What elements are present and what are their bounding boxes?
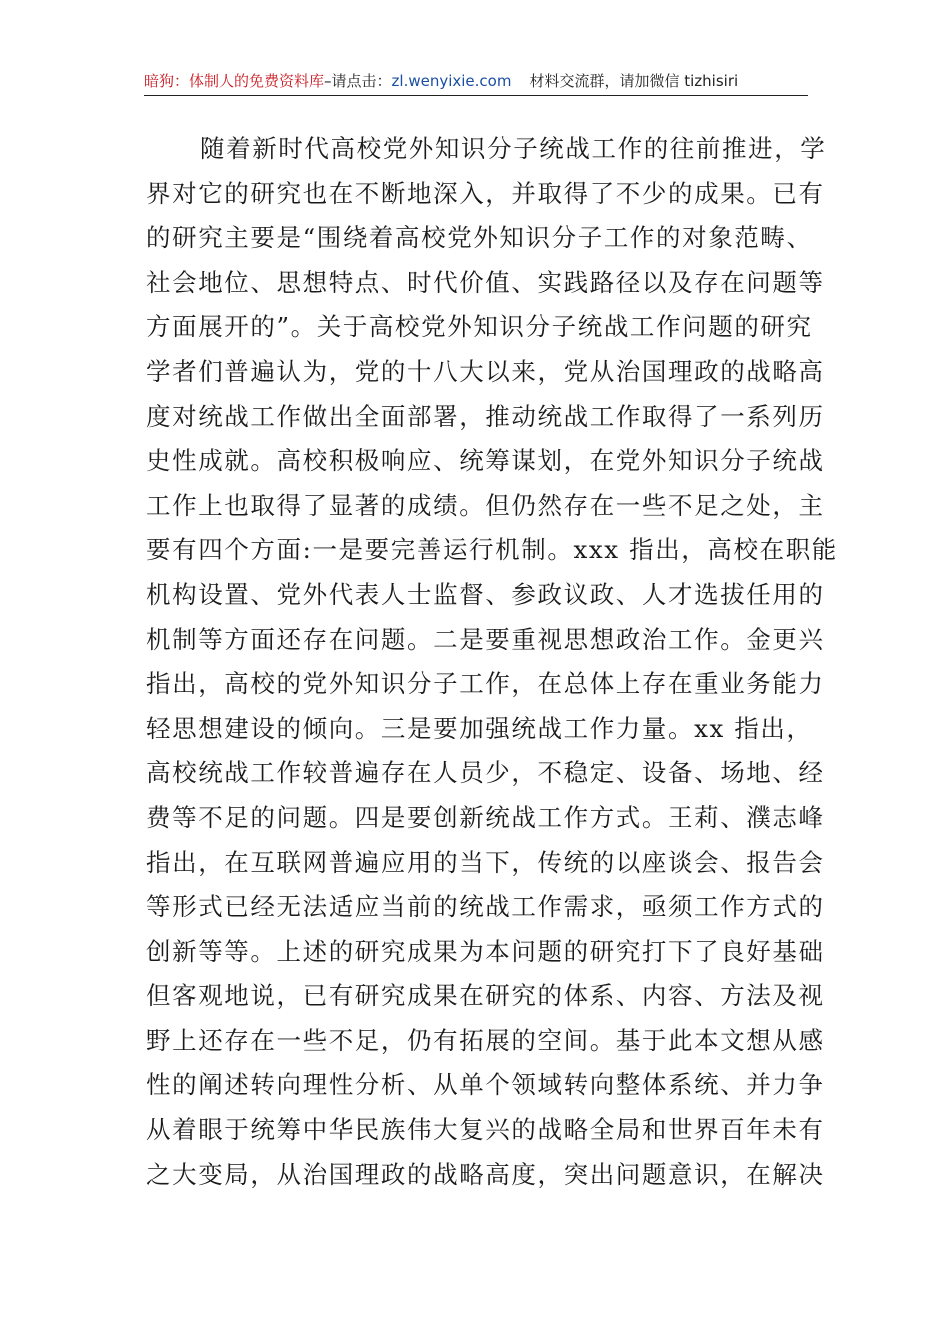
- text-line: 从着眼于统筹中华民族伟大复兴的战略全局和世界百年未有: [146, 1115, 825, 1145]
- text-line: 机构设置、党外代表人士监督、参政议政、人才选拔任用的: [146, 579, 825, 609]
- text-line: 费等不足的问题。四是要创新统战工作方式。王莉、濮志峰: [146, 802, 825, 832]
- text-line: 轻思想建设的倾向。三是要加强统战工作力量。xx 指出，: [146, 713, 813, 743]
- header-group-text: 材料交流群，请加微信 tizhisiri: [529, 72, 739, 90]
- text-line: 高校统战工作较普遍存在人员少，不稳定、设备、场地、经: [146, 758, 825, 788]
- text-line: 野上还存在一些不足，仍有拓展的空间。基于此本文想从感: [146, 1025, 825, 1055]
- text-line: 等形式已经无法适应当前的统战工作需求，亟须工作方式的: [146, 892, 825, 922]
- header-divider: [144, 95, 808, 96]
- text-line: 要有四个方面:一是要完善运行机制。xxx 指出，高校在职能: [146, 535, 838, 565]
- text-line: 指出，在互联网普遍应用的当下，传统的以座谈会、报告会: [146, 847, 825, 877]
- text-line: 的研究主要是“围绕着高校党外知识分子工作的对象范畴、: [146, 223, 813, 253]
- text-line: 史性成就。高校积极响应、统筹谋划，在党外知识分子统战: [146, 446, 825, 476]
- text-line: 随着新时代高校党外知识分子统战工作的往前推进，学: [200, 134, 827, 163]
- text-line: 界对它的研究也在不断地深入，并取得了不少的成果。已有: [146, 178, 825, 208]
- text-line: 之大变局，从治国理政的战略高度，突出问题意识，在解决: [146, 1159, 825, 1189]
- header-link[interactable]: zl.wenyixie.com: [391, 72, 512, 90]
- text-line: 但客观地说，已有研究成果在研究的体系、内容、方法及视: [146, 981, 825, 1011]
- text-line: 社会地位、思想特点、时代价值、实践路径以及存在问题等: [146, 267, 825, 297]
- text-line: 创新等等。上述的研究成果为本问题的研究打下了良好基础: [146, 936, 825, 966]
- text-line: 工作上也取得了显著的成绩。但仍然存在一些不足之处，主: [146, 490, 825, 520]
- body-paragraph: [146, 127, 838, 1197]
- text-line: 学者们普遍认为，党的十八大以来，党从治国理政的战略高: [146, 356, 825, 386]
- text-line: 性的阐述转向理性分析、从单个领域转向整体系统、并力争: [146, 1070, 825, 1100]
- text-line: 机制等方面还存在问题。二是要重视思想政治工作。金更兴: [146, 624, 825, 654]
- header-click-prompt: –请点击：: [324, 72, 392, 90]
- page-header: [144, 68, 808, 94]
- text-line: 度对统战工作做出全面部署，推动统战工作取得了一系列历: [146, 401, 825, 431]
- header-site-name: 暗狗：体制人的免费资料库: [144, 72, 325, 90]
- text-line: 方面展开的”。关于高校党外知识分子统战工作问题的研究: [146, 312, 813, 342]
- text-line: 指出，高校的党外知识分子工作，在总体上存在重业务能力: [146, 669, 825, 699]
